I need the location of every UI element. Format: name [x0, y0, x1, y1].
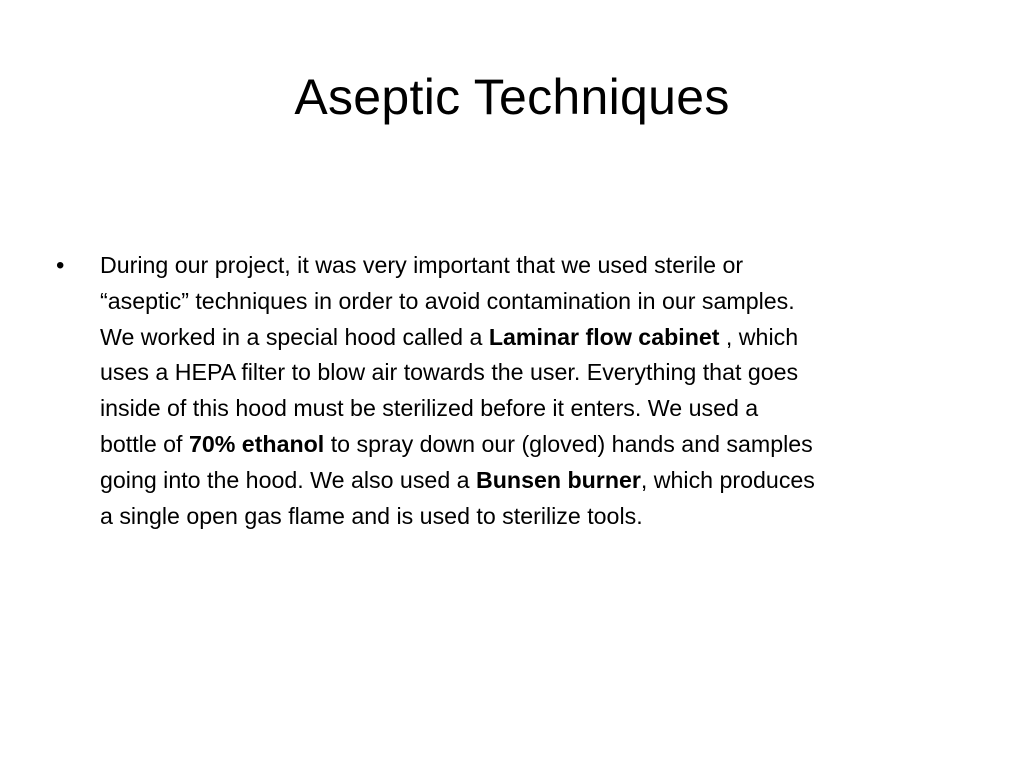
- bullet-text-segment: bottle of: [100, 430, 189, 457]
- bullet-line: [100, 463, 956, 499]
- bullet-list: [56, 248, 956, 534]
- bullet-paragraph: [100, 248, 956, 534]
- bullet-marker: •: [56, 252, 65, 279]
- bullet-line: “aseptic” techniques in order to avoid contamination in our samples.: [100, 287, 795, 314]
- term-70-ethanol: 70% ethanol: [188, 430, 325, 457]
- bullet-text-segment: , which: [719, 323, 799, 350]
- term-bunsen-burner: Bunsen burner: [476, 466, 641, 493]
- bullet-text-segment: , which produces: [640, 466, 815, 493]
- bullet-line: During our project, it was very important that we used sterile or: [100, 252, 744, 278]
- bullet-text-segment: going into the hood. We also used a: [100, 466, 476, 493]
- bullet-line: inside of this hood must be sterilized before it enters. We used a: [100, 395, 759, 422]
- bullet-line: [100, 427, 956, 463]
- bullet-text-segment: We worked in a special hood called a: [100, 323, 489, 350]
- bullet-line: uses a HEPA filter to blow air towards the user. Everything that goes: [100, 359, 799, 386]
- bullet-line: [100, 320, 956, 356]
- term-laminar-flow-cabinet: Laminar flow cabinet: [488, 323, 720, 350]
- bullet-text-segment: to spray down our (gloved) hands and samples: [324, 430, 813, 457]
- slide-title: Aseptic Techniques: [294, 69, 730, 125]
- bullet-line: a single open gas flame and is used to sterilize tools.: [100, 502, 643, 529]
